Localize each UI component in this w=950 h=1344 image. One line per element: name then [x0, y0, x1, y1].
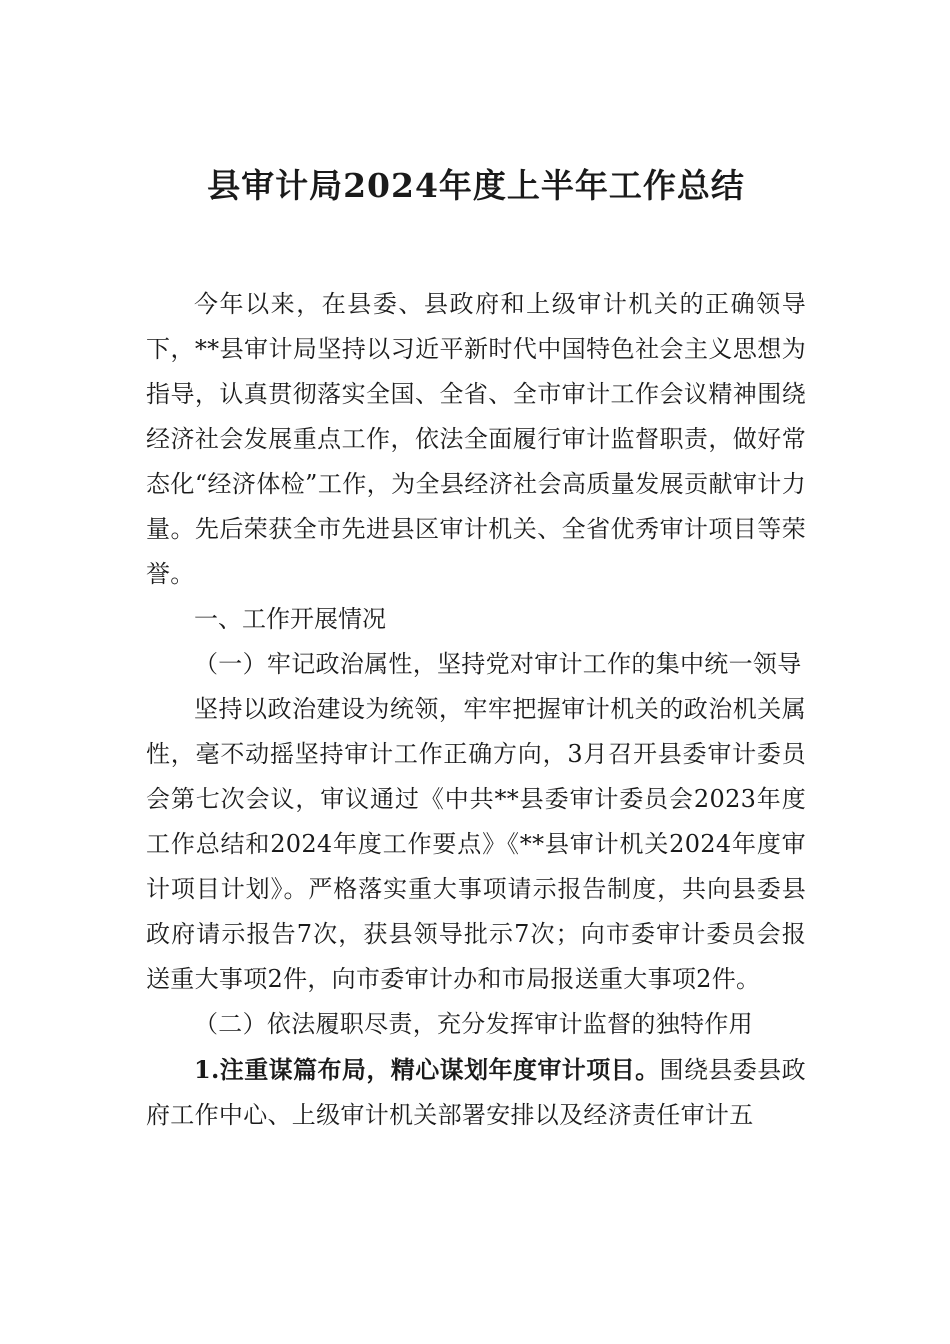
intro-paragraph: 今年以来，在县委、县政府和上级审计机关的正确领导下，**县审计局坚持以习近平新时代中国特色社会主义思想为指导，认真贯彻落实全国、全省、全市审计工作会议精神围绕经济社会发展重点工作，依法全面履行审计监督职责，做好常态化“经济体检”工作，为全县经济社会高质量发展贡献审计力量。先后荣获全市先进县区审计机关、全省优秀审计项目等荣誉。 — [146, 290, 806, 588]
audit-planning-paragraph — [146, 1047, 806, 1138]
audit-planning-body: 围绕县委县政府工作中心、上级审计机关部署安排以及经济责任审计五 — [146, 1056, 806, 1129]
political-attribute-paragraph: 坚持以政治建设为统领，牢牢把握审计机关的政治机关属性，毫不动摇坚持审计工作正确方向，3月召开县委审计委员会第七次会议，审议通过《中共**县委审计委员会2023年度工作总结和2024年度工作要点》《**县审计机关2024年度审计项目计划》。严格落实重大事项请示报告制度，共向县委县政府请示报告7次，获县领导批示7次；向市委审计委员会报送重大事项2件，向市委审计办和市局报送重大事项2件。 — [146, 695, 806, 993]
document-page — [146, 150, 806, 1138]
audit-planning-lead: 1.注重谋篇布局，精心谋划年度审计项目。 — [194, 1055, 660, 1084]
subsection-heading-audit-duties: （二）依法履职尽责，充分发挥审计监督的独特作用 — [194, 1010, 753, 1038]
section-heading-work-progress: 一、工作开展情况 — [194, 605, 386, 633]
document-body — [146, 282, 806, 1138]
subsection-heading-political-attribute: （一）牢记政治属性，坚持党对审计工作的集中统一领导 — [194, 650, 802, 678]
document-title: 县审计局2024年度上半年工作总结 — [207, 166, 745, 205]
